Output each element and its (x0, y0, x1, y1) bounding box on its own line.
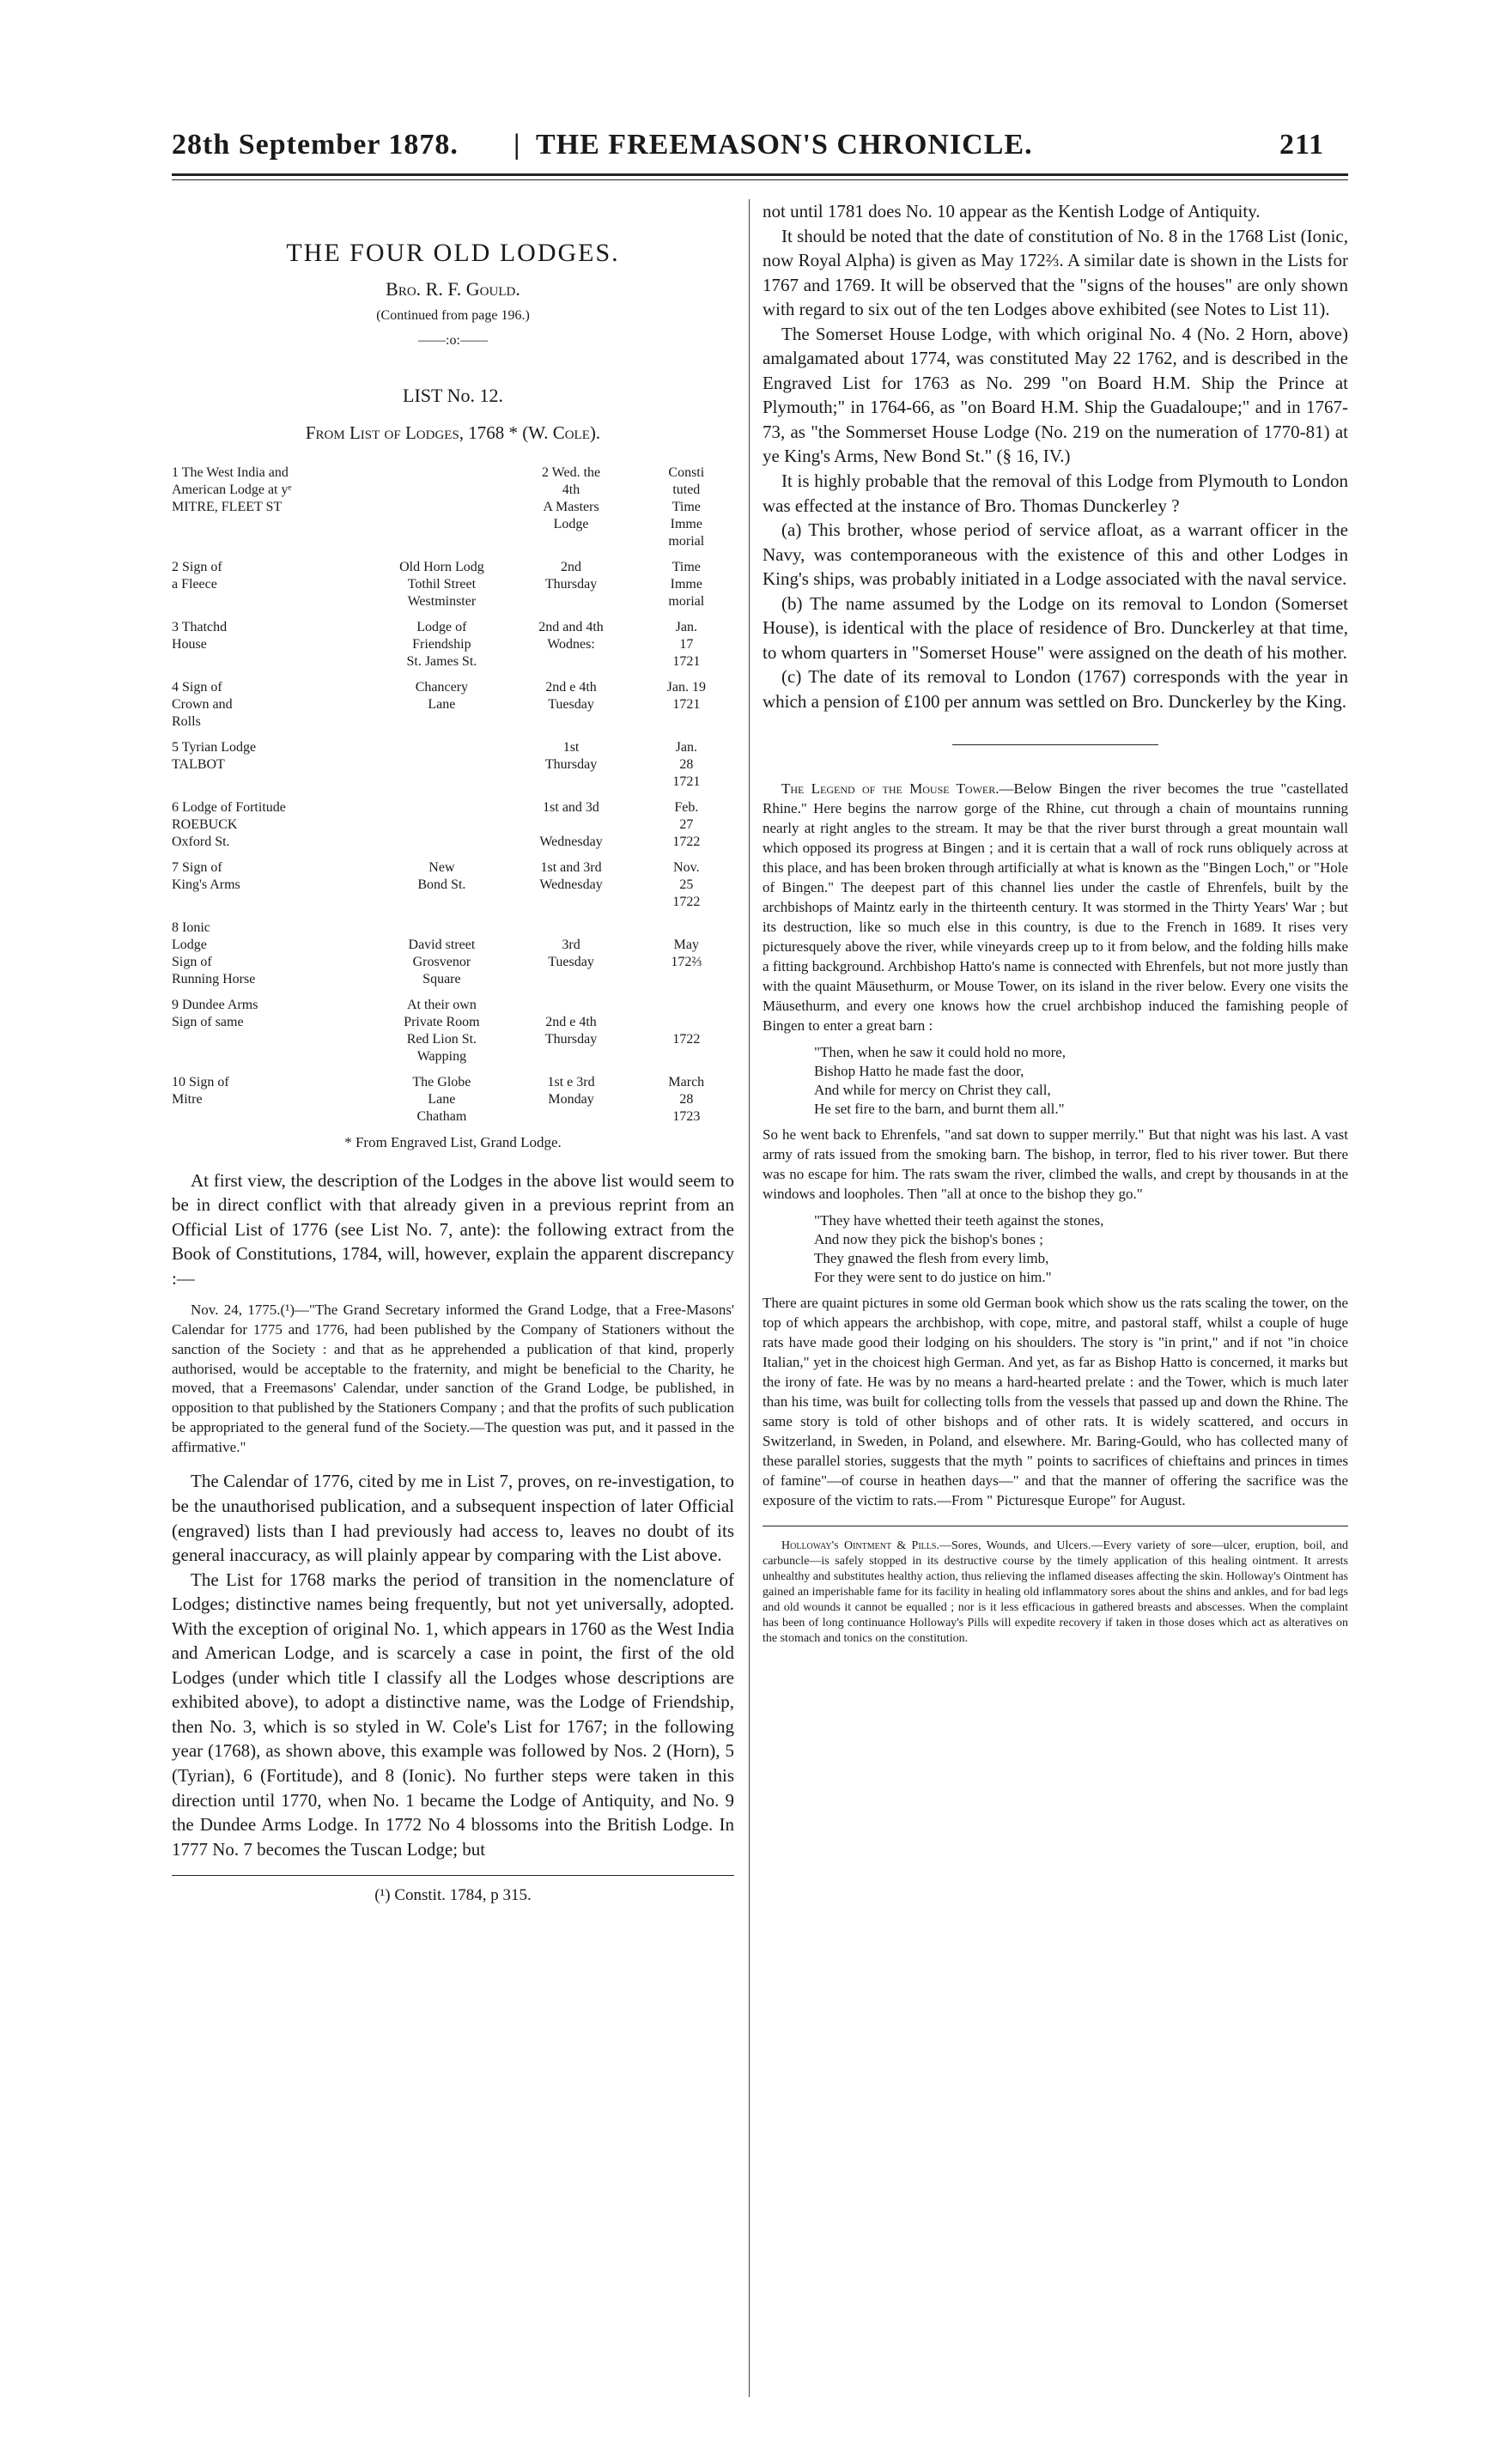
paragraph: not until 1781 does No. 10 appear as the Kentish Lodge of Antiquity. (763, 201, 1261, 222)
right-column (763, 199, 1348, 1647)
lodge-row (172, 550, 734, 610)
lodge-name: 5 Tyrian Lodge TALBOT (172, 739, 257, 772)
lodge-name: 4 Sign of Crown and Rolls (172, 679, 233, 729)
lodge-constituted: Jan. 19 1721 (666, 679, 706, 712)
header-date: 28th September 1878. (172, 129, 459, 161)
lodge-constituted: 1722 (672, 1031, 701, 1047)
lodge-constituted: March 28 1723 (668, 1074, 705, 1124)
lodge-row (172, 610, 734, 671)
divider: ——:o:—— (418, 332, 488, 348)
header-separator: | (513, 129, 521, 161)
lodge-meeting: 2nd e 4th Thursday (544, 1014, 598, 1047)
news-text: —Below Bingen the river becomes the true "castellated Rhine." Here begins the narrow gorge of the Rhine, cut through a chain of mountains running nearly at right angles to the stream. It may be that the river burst through a great mountain wall which opposed its progress at Bingen ; and it is certain that a wall of rock runs obliquely across at this place, and has been broken through artificially at what is known as the "Bingen Loch," or "Hole of Bingen." The deepest part of this channel lies under the castle of Ehrenfels, built by the archbishops of Maintz early in the thirteenth century. It was stormed in the Thirty Years' War ; but its destruction, like so much else in this country, is due to the French in 1689. It rises very picturesquely above the river, while vineyards creep up to it from below, and the folding hills make a fitting background. Archbishop Hatto's name is connected with Ehrenfels, but not more justly than with the quaint Mäusethurm, or Mouse Tower, on its island in the river below. Every one visits the Mäusethurm, and every one knows how the cruel archbishop induced the famishing people of Bingen to enter a great barn : (763, 780, 1348, 1034)
lodge-constituted: Nov. 25 1722 (672, 859, 701, 909)
news-paragraph: There are quaint pictures in some old German book which show us the rats scaling the tower, on the top of which appears the archbishop, with cope, mitre, and pastoral staff, whilst a couple of huge rats have made good their lodging on his shoulders. The story is "in print," and if not "in choice Italian," yet in the choicest high German. And yet, as far as Bishop Hatto is concerned, it marks but the irony of fate. He was by no means a hard-hearted prelate : and the Tower, which is much later than his time, was built for collecting tolls from the vessels that passed up and down the Rhine. The same story is told of other bishops and of other rats. It is widely scattered, and occurs in Switzerland, in Sweden, in Poland, and elsewhere. Mr. Baring-Gould, who has collected many of these parallel stories, suggests that the myth " points to sacrifices of chieftains and princes in times of famine"—of course in heathen days—" and that the manner of offering the sacrifice was the exposure of the victim to rats.—From " Picturesque Europe" for August. (763, 1295, 1348, 1508)
lodge-row (172, 791, 734, 851)
paragraph: It should be noted that the date of constitution of No. 8 in the 1768 List (Ionic, now Royal Alpha) is given as May 172⅔. A similar date is shown in the Lists for 1767 and 1769. It will be observed that the "signs of the houses" are only shown with regard to six out of the ten Lodges above exhibited (see Notes to List 11). (763, 225, 1348, 320)
article-title: THE FOUR OLD LODGES. (286, 239, 620, 267)
paragraph: The Somerset House Lodge, with which original No. 4 (No. 2 Horn, above) amalgamated about 1774, was constituted May 22 1762, and is described in the Engraved List for 1763 as No. 299 "on Board H.M. Ship the Prince at Plymouth;" in 1764-66, as "on Board H.M. Ship the Guadaloupe;" and in 1767-73, as "the Sommerset House Lodge (No. 219 on the numeration of 1770-81) at ye King's Arms, New Bond St." (§ 16, IV.) (763, 323, 1348, 467)
lodge-constituted: Feb. 27 1722 (672, 799, 701, 849)
lodge-place (380, 456, 503, 550)
article-author: Bro. R. F. Gould. (386, 278, 520, 300)
lodge-place (380, 791, 503, 851)
lodge-meeting: 3rd Tuesday (548, 937, 594, 969)
paragraph: At first view, the description of the Lodges in the above list would seem to be in direct conflict with that already given in a previous reprint from an Official List of 1776 (see List No. 7, ante): the following extract from the Book of Constitutions, 1784, will, however, explain the apparent discrepancy :— (172, 1169, 734, 1289)
column-divider (749, 199, 750, 2397)
advertisement (763, 1538, 1348, 1646)
lodge-constituted: Jan. 28 1721 (672, 739, 701, 789)
lodge-meeting: 2 Wed. the 4th A Masters Lodge (541, 464, 601, 531)
section-rule (952, 744, 1158, 745)
lodge-row (172, 1065, 734, 1126)
lodge-row (172, 851, 734, 911)
left-column (172, 199, 734, 1905)
paragraph: It is highly probable that the removal of this Lodge from Plymouth to London was effected at the instance of Bro. Thomas Dunckerley ? (763, 470, 1348, 516)
footnote-rule (172, 1875, 734, 1876)
lodge-place: David street Grosvenor Square (408, 937, 476, 986)
lodge-meeting: 1st and 3rd Wednesday (539, 859, 603, 892)
header-rule-thin (172, 179, 1348, 180)
lodge-name: 1 The West India and American Lodge at yᵉ MITRE, FLEET ST (172, 464, 292, 514)
lodge-place: At their own Private Room Red Lion St. Wapping (404, 997, 480, 1064)
lodge-meeting: 1st Thursday (544, 739, 598, 772)
lodge-name: 8 Ionic Lodge Sign of Running Horse (172, 919, 256, 986)
header-rule (172, 173, 1348, 176)
lodge-place: Old Horn Lodg Tothil Street Westminster (399, 559, 484, 609)
header-page-number: 211 (1279, 129, 1325, 161)
lodge-row (172, 988, 734, 1065)
lodge-constituted: Jan. 17 1721 (672, 619, 701, 669)
list-footnote: * From Engraved List, Grand Lodge. (344, 1133, 562, 1150)
list-source: From List of Lodges, 1768 * (W. Cole). (305, 422, 601, 443)
lodge-name: 7 Sign of King's Arms (172, 859, 240, 892)
lodge-constituted: Consti tuted Time Imme morial (668, 464, 705, 549)
lodge-name: 6 Lodge of Fortitude ROEBUCK Oxford St. (172, 799, 286, 849)
paragraph: The List for 1768 marks the period of transition in the nomenclature of Lodges; distinctive names being frequently, but not yet universally, adopted. With the exception of original No. 1, which appears in 1760 as the West India and American Lodge, and is scarcely a case in point, the first of the old Lodges (under which title I classify all the Lodges whose descriptions are exhibited above), to adopt a distinctive name, was the Lodge of Friendship, then No. 3, which is so styled in W. Cole's List for 1767; in the following year (1768), as shown above, this example was followed by Nos. 2 (Horn), 5 (Tyrian), 6 (Fortitude), and 8 (Ionic). No further steps were taken in this direction until 1770, when No. 1 became the Lodge of Antiquity, and No. 9 the Dundee Arms Lodge. In 1772 No 4 blossoms into the British Lodge. In 1777 No. 7 becomes the Tuscan Lodge; but (172, 1569, 734, 1860)
poem-stanza: "Then, when he saw it could hold no more, Bishop Hatto he made fast the door, And while for mercy on Christ they call, He set fire to the barn, and burnt them all." (814, 1043, 1066, 1117)
lodge-meeting: 1st e 3rd Monday (547, 1074, 595, 1107)
lodge-row (172, 911, 734, 988)
news-item (763, 780, 1348, 1035)
advert-text: —Sores, Wounds, and Ulcers.—Every variety of sore—ulcer, eruption, boil, and carbuncle—is safely stopped in its destructive course by the timely application of this healing ointment. It arrests unhealthy and substitutes healthy action, thus relieving the inflamed diseases affecting the skin. Holloway's Ointment has gained an imperishable fame for its facility in healing old inflammatory sores about the shins and ankles, and for bad legs and old wounds it cannot be equalled ; nor is it less efficacious in gathered breasts and abscesses. When the complaint has been of long continuance Holloway's Pills will expedite recovery if taken in those doses which act as alteratives on the stomach and tonics on the constitution. (763, 1539, 1348, 1645)
paragraph: The Calendar of 1776, cited by me in List 7, proves, on re-investigation, to be the unauthorised publication, and a subsequent inspection of later Official (engraved) lists than I had previously had access to, leaves no doubt of its general inaccuracy, as will plainly appear by comparing with the List above. (172, 1471, 734, 1566)
lodge-constituted: Time Imme morial (668, 559, 705, 609)
paragraph: (c) The date of its removal to London (1767) corresponds with the year in which a pension of £100 per annum was settled on Bro. Dunckerley by the King. (763, 666, 1348, 712)
lodge-row (172, 671, 734, 731)
news-heading: The Legend of the Mouse Tower. (781, 780, 1000, 798)
lodge-place: The Globe Lane Chatham (412, 1074, 471, 1124)
lodge-meeting: 1st and 3d Wednesday (539, 799, 603, 849)
continued-note: (Continued from page 196.) (376, 308, 530, 323)
lodge-name: 2 Sign of a Fleece (172, 559, 222, 592)
list-number: LIST No. 12. (403, 384, 503, 406)
paragraph: (b) The name assumed by the Lodge on its removal to London (Somerset House), is identical with the place of residence of Bro. Dunckerley at that time, to whom quarters in "Somerset House" were assigned on the death of his mother. (763, 592, 1348, 663)
lodge-place (380, 731, 503, 791)
page-header (172, 129, 1348, 172)
lodge-place: New Bond St. (417, 859, 466, 892)
quoted-extract: Nov. 24, 1775.(¹)—"The Grand Secretary informed the Grand Lodge, that a Free-Masons' Calendar for 1775 and 1776, had been published by the Company of Stationers without the sanction of the Society : and that as he apprehended a publication of that kind, properly authorised, would be acceptable to the fraternity, and might be beneficial to the Charity, he moved, that a Freemasons' Calendar, under sanction of the Grand Lodge, be published, in opposition to that published by the Stationers Company ; and that the profits of such publication be appropriated to the general fund of the Society.—The question was put, and it passed in the affirmative." (172, 1302, 734, 1455)
paragraph: (a) This brother, whose period of service afloat, as a warrant officer in the Navy, was contemporaneous with the existence of this and other Lodges in King's ships, was probably initiated in a Lodge associated with the naval service. (763, 519, 1348, 590)
lodge-meeting: 2nd and 4th Wodnes: (538, 619, 604, 652)
lodge-name: 9 Dundee Arms Sign of same (172, 997, 258, 1029)
lodge-row (172, 731, 734, 791)
lodge-table (172, 456, 734, 1126)
lodge-meeting: 2nd Thursday (544, 559, 598, 592)
advert-heading: Holloway's Ointment & Pills. (781, 1539, 939, 1553)
lodge-name: 10 Sign of Mitre (172, 1074, 229, 1107)
lodge-meeting: 2nd e 4th Tuesday (545, 679, 597, 712)
poem-stanza: "They have whetted their teeth against the stones, And now they pick the bishop's bones ; They gnawed the flesh from every limb, For they were sent to do justice on him." (814, 1211, 1104, 1286)
lodge-constituted: May 172⅔ (671, 937, 702, 969)
header-publication: THE FREEMASON'S CHRONICLE. (536, 129, 1033, 161)
lodge-place: Lodge of Friendship St. James St. (406, 619, 477, 669)
lodge-name: 3 Thatchd House (172, 619, 228, 652)
lodge-place: Chancery Lane (415, 679, 469, 712)
lodge-row (172, 456, 734, 550)
footnote: (¹) Constit. 1784, p 315. (374, 1886, 532, 1905)
news-paragraph: So he went back to Ehrenfels, "and sat down to supper merrily." But that night was his last. A vast army of rats issued from the smoking barn. The bishop, in terror, fled to his river tower. But there was no escape for him. The rats swam the river, climbed the walls, and crept by thousands in at the windows and loopholes. Then "all at once to the bishop they go." (763, 1126, 1348, 1202)
